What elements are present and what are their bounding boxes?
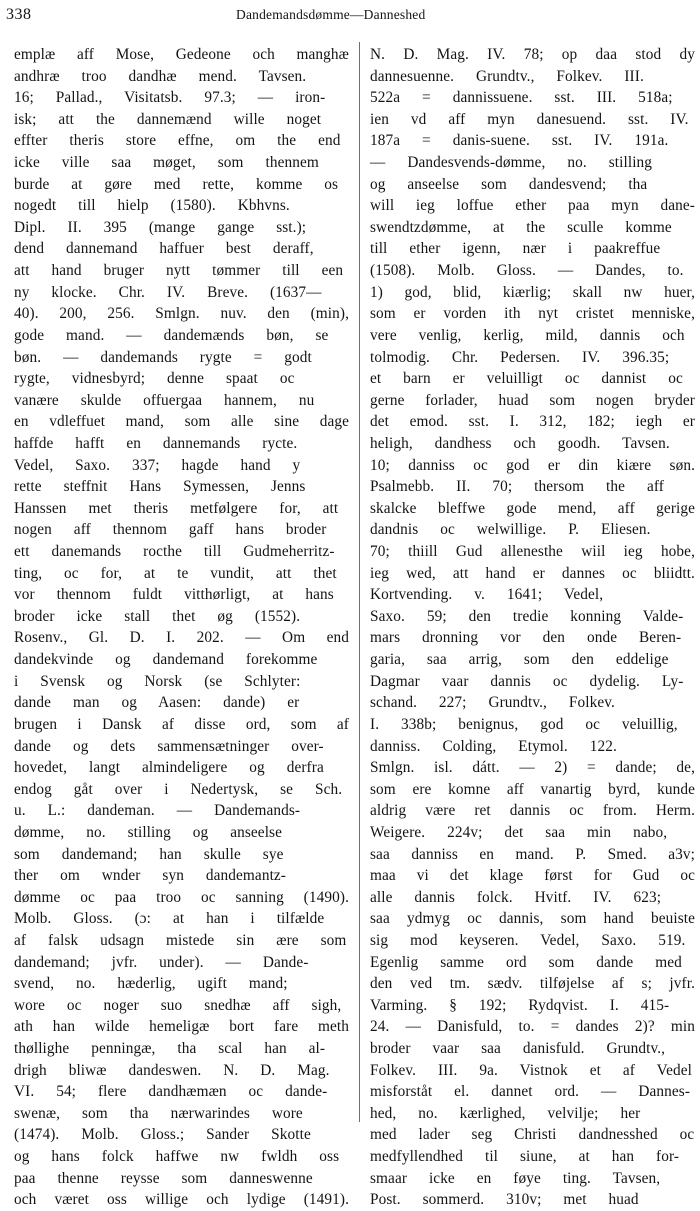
text-line: Psalmebb. II. 70; thersom the aff (370, 478, 664, 496)
text-line: swendtzdømme, at the sculle komme (370, 218, 672, 236)
text-line: tolmodig. Chr. Pedersen. IV. 396.35; (370, 348, 670, 366)
text-line: dømme oc paa troo oc sanning (1490). (14, 888, 349, 906)
text-line: garia, saa arrig, som den eddelige (370, 651, 669, 669)
running-title: Dandemandsdømme—Danneshed (236, 7, 426, 22)
text-line: en vdleffuet mand, som alle sine dage (14, 413, 349, 431)
text-line: og anseelse som dandesvend; tha (370, 175, 648, 193)
text-line: ting, oc for, at te vundit, att thet (14, 564, 337, 582)
text-line: (1508). Molb. Gloss. — Dandes, to. (370, 262, 684, 280)
text-line: och været oss willige och lydige (1491). (14, 1191, 349, 1209)
text-line: 10; danniss oc god er din kiære søn. (370, 456, 695, 474)
text-line: dømme, no. stilling og anseelse (14, 823, 282, 841)
text-line: et barn er veluilligt oc dannist oc (370, 370, 683, 388)
text-line: 24. — Danisfuld, to. = dandes 2)? min (370, 1018, 695, 1036)
text-line: broder vaar saa danisfuld. Grundtv., (370, 1040, 666, 1058)
text-line: som ere komne aff vanartig byrd, kunde (370, 780, 695, 798)
text-line: heligh, dandhess och goodh. Tavsen. (370, 434, 670, 452)
text-line: ath han wilde hemeligæ bort fare meth (14, 1018, 349, 1036)
text-line: rette steffnit Hans Symessen, Jenns (14, 478, 306, 496)
text-line: effter theris store effne, om the end (14, 132, 341, 150)
text-line: till ether igenn, nær i paakreffue (370, 240, 661, 258)
text-line: Varming. § 192; Rydqvist. I. 415- (370, 996, 670, 1014)
text-line: broder icke stall thet øg (1552). (14, 607, 301, 625)
text-line: schand. 227; Grundtv., Folkev. (370, 694, 615, 712)
text-line: alle dannis folck. Hvitf. IV. 623; (370, 888, 662, 906)
text-line: smaar icke en føye ting. Tavsen, (370, 1169, 661, 1187)
text-line: — Dandesvends-dømme, no. stilling (370, 154, 653, 172)
text-line: som dandemand; han skulle sye (14, 845, 284, 863)
text-line: icke ville saa møget, som thennem (14, 154, 319, 172)
text-line: rygte, vidnesbyrd; denne spaat oc (14, 370, 295, 388)
text-line: medfyllendhed til siune, at han for- (370, 1148, 680, 1166)
text-line: dandnis oc welwillige. P. Eliesen. (370, 521, 651, 539)
text-line: gerne forlader, huad som nogen bryder (370, 391, 695, 409)
text-line: saa danniss en mand. P. Smed. a3v; (370, 845, 695, 863)
text-line: vanære skulde offuergaa hannem, nu (14, 391, 315, 409)
text-line: dandemand; jvfr. under). — Dande- (14, 953, 309, 971)
text-line: gode mand. — dandemænds bøn, se (14, 326, 329, 344)
text-line: Kortvending. v. 1641; Vedel, (370, 586, 604, 604)
text-line: wore oc noger suo snedhæ aff sigh, (14, 996, 342, 1014)
text-line: det emod. sst. I. 312, 182; iegh er (370, 413, 695, 431)
text-line: brugen i Dansk af disse ord, som af (14, 715, 349, 733)
page-header (6, 6, 692, 28)
text-line: dandekvinde og dandemand forekomme (14, 651, 318, 669)
text-line: att hand bruger nytt tømmer till een (14, 262, 344, 280)
text-line: 1) god, blid, kiærlig; skall nw huer, (370, 283, 695, 301)
text-line: Post. sommerd. 310v; met huad (370, 1191, 639, 1209)
text-line: endog gåt over i Nedertysk, se Sch. (14, 780, 343, 798)
text-line: Vedel, Saxo. 337; hagde hand y (14, 456, 301, 474)
text-line: nogen aff thennom gaff hans broder (14, 521, 327, 539)
text-line: Folkev. III. 9a. Vistnok et af Vedel (370, 1061, 692, 1079)
text-line: ther om wnder syn dandemantz- (14, 867, 286, 885)
text-line: med lader seg Christi dandnesshed oc (370, 1126, 695, 1144)
text-line: misforståt el. dannet ord. — Dannes- (370, 1083, 691, 1101)
text-line: nogedt till hielp (1580). Kbhvns. (14, 197, 290, 215)
text-line: dande og dets sammensætninger over- (14, 737, 324, 755)
text-line: dend dannemand haffuer best deraff, (14, 240, 314, 258)
text-line: af falsk udsagn mistede sin ære som (14, 931, 347, 949)
text-line: svend, no. hæderlig, ugift mand; (14, 975, 288, 993)
text-line: andhræ troo dandhæ mend. Tavsen. (14, 67, 307, 85)
text-line: 16; Pallad., Visitatsb. 97.3; — iron- (14, 89, 326, 107)
text-line: Dagmar vaar dannis oc dydelig. Ly- (370, 672, 684, 690)
text-line: aldrig være ret dannis oc from. Herm. (370, 802, 695, 820)
text-line: I. 338b; benignus, god oc veluillig, (370, 715, 678, 733)
text-line: drigh bliwæ dandeswen. N. D. Mag. (14, 1061, 330, 1079)
text-line: Dipl. II. 395 (mange gange sst.); (14, 218, 307, 236)
text-line: N. D. Mag. IV. 78; op daa stod dy (370, 46, 695, 63)
text-line: 40). 200, 256. Smlgn. nuv. den (min), (14, 305, 349, 323)
text-line: ien vd aff myn danesuend. sst. IV. (370, 110, 689, 128)
right-column (370, 44, 695, 1211)
text-line: 187a = danis-suene. sst. IV. 191a. (370, 132, 669, 150)
text-line: (1474). Molb. Gloss.; Sander Skotte (14, 1126, 311, 1144)
text-line: thøllighe penningæ, tha scal han al- (14, 1040, 326, 1058)
text-line: ny klocke. Chr. IV. Breve. (1637— (14, 283, 322, 301)
text-line: i Svensk og Norsk (se Schlyter: (14, 672, 301, 690)
text-line: danniss. Colding, Etymol. 122. (370, 737, 617, 755)
text-line: 70; thiill Gud allenesthe wiil ieg hobe, (370, 543, 695, 561)
text-line: mars dronning vor den onde Beren- (370, 629, 682, 647)
text-line: hovedet, langt almindeligere og derfra (14, 759, 324, 777)
text-line: burde at gøre med rette, komme os (14, 175, 339, 193)
text-line: som er vorden ith nyt cristet menniske, (370, 305, 695, 323)
text-line: saa ydmyg oc dannis, som hand beuiste (370, 910, 695, 928)
text-line: skalcke bleffwe gode mend, aff gerige (370, 499, 695, 517)
text-line: dannesuenne. Grundtv., Folkev. III. (370, 67, 644, 85)
text-line: maa vi det klage først for Gud oc (370, 867, 695, 885)
text-line: isk; att the dannemænd wille noget (14, 110, 322, 128)
page-number: 338 (6, 6, 32, 23)
text-line: emplæ aff Mose, Gedeone och manghæ (14, 46, 349, 63)
text-line: Hanssen met theris metfølgere for, att (14, 499, 339, 517)
column-divider (359, 42, 360, 1122)
text-line: paa thenne reysse som danneswenne (14, 1169, 313, 1187)
text-line: vor thennom fuldt vitthørligt, at hans (14, 586, 334, 604)
text-line: Weigere. 224v; det saa min nabo, (370, 823, 668, 841)
text-line: sig mod keyseren. Vedel, Saxo. 519. (370, 931, 686, 949)
text-line: Saxo. 59; den tredie konning Valde- (370, 607, 684, 625)
text-line: bøn. — dandemands rygte = godt (14, 348, 312, 366)
text-line: ieg wed, att hand er dannes oc bliidtt. (370, 564, 695, 582)
text-line: dande man og Aasen: dande) er (14, 694, 300, 712)
text-line: VI. 54; flere dandhæmæn oc dande- (14, 1083, 328, 1101)
left-column (14, 44, 349, 1211)
text-line: swenæ, som tha nærwarindes wore (14, 1104, 303, 1122)
text-line: will ieg loffue ether paa myn dane- (370, 197, 695, 215)
text-line: Egenlig samme ord som dande med (370, 953, 682, 971)
text-line: hed, no. kærlighed, velvilje; her (370, 1104, 641, 1122)
text-line: haffde hafft en dannemands rycte. (14, 434, 298, 452)
text-line: Rosenv., Gl. D. I. 202. — Om end (14, 629, 349, 647)
text-line: og hans folck haffwe nw fwldh oss (14, 1148, 340, 1166)
text-line: u. L.: dandeman. — Dandemands- (14, 802, 301, 820)
text-line: ett danemands rocthe till Gudmeherritz- (14, 543, 335, 561)
text-line: den ved tm. sædv. tilføjelse af s; jvfr. (370, 975, 695, 993)
text-line: 522a = dannissuene. sst. III. 518a; (370, 89, 673, 107)
text-line: Smlgn. isl. dátt. — 2) = dande; de, (370, 759, 695, 777)
text-line: Molb. Gloss. (ɔ: at han i tilfælde (14, 910, 325, 928)
text-line: vere venlig, kerlig, mild, dannis och (370, 326, 685, 344)
